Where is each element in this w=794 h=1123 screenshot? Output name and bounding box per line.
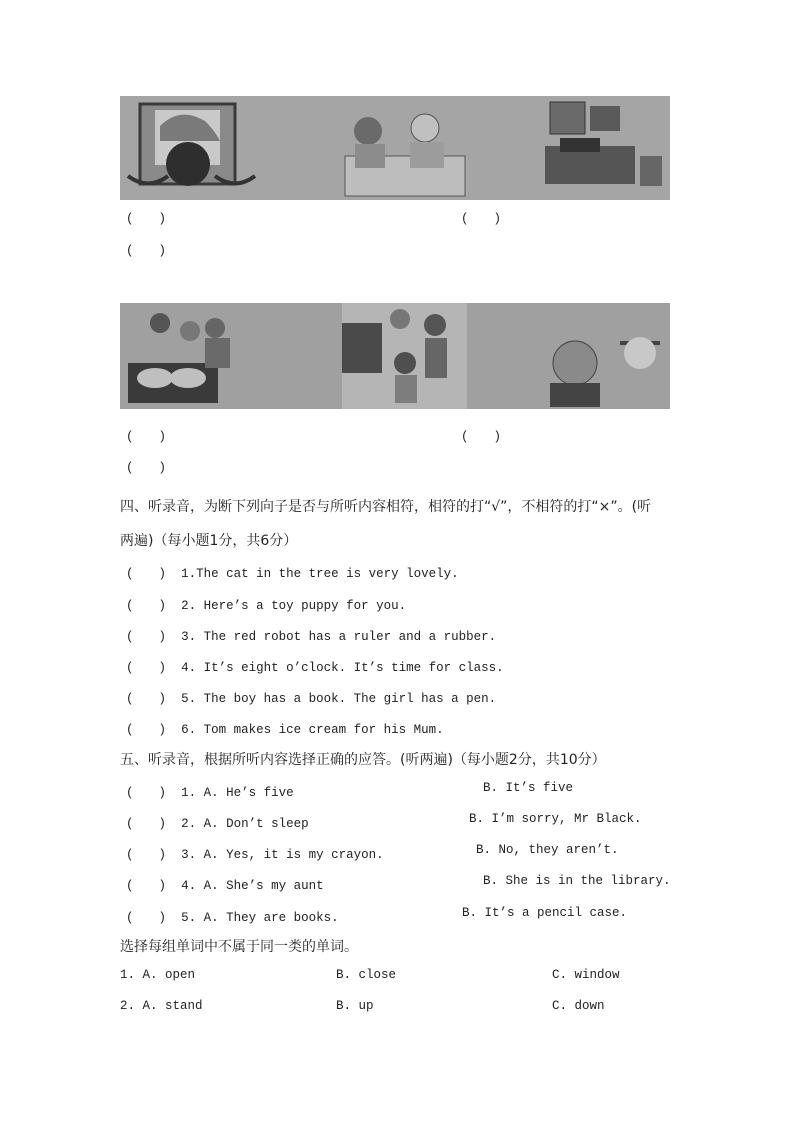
answer-blank[interactable]: ( ) [126,661,167,675]
picture-strip-2-drawing [120,303,670,409]
answer-blank[interactable]: ( ) [126,879,167,893]
option-b: B. She is in the library. [483,874,671,888]
answer-blank[interactable]: ( ) [126,723,167,737]
list-item [126,843,384,862]
word-option-a[interactable]: 2. A. stand [120,999,203,1013]
option-b: B. It’s five [483,781,574,795]
statement-text: 1.The cat in the tree is very lovely. [181,567,459,581]
answer-blank[interactable]: ( ) [126,848,167,862]
statement-text: 3. The red robot has a ruler and a rubber. [181,630,497,644]
option-b: B. It’s a pencil case. [462,906,628,920]
statement-text: 6. Tom makes ice cream for his Mum. [181,723,444,737]
list-item [126,812,309,831]
answer-blank[interactable]: ( ) [126,692,167,706]
list-item [126,656,504,675]
blank-1-2[interactable]: ( ) [461,212,502,226]
blank-2-1[interactable]: ( ) [126,430,167,444]
list-item [126,781,294,800]
list-item [126,562,459,581]
section4-heading-line2: 两遍)（每小题1分，共6分） [120,533,298,549]
picture-strip-2 [120,303,670,409]
statement-text: 2. Here’s a toy puppy for you. [181,599,407,613]
blank-2-3[interactable]: ( ) [126,461,167,475]
option-a: 1. A. He’s five [181,786,294,800]
word-option-b[interactable]: B. up [336,999,374,1013]
answer-blank[interactable]: ( ) [126,630,167,644]
section5-heading: 五、听录音，根据所听内容选择正确的应答。(听两遍)（每小题2分，共10分） [120,752,606,768]
option-b: B. I’m sorry, Mr Black. [469,812,642,826]
list-item [126,874,324,893]
option-b: B. No, they aren’t. [476,843,619,857]
blank-1-1[interactable]: ( ) [126,212,167,226]
option-a: 5. A. They are books. [181,911,339,925]
answer-blank[interactable]: ( ) [126,599,167,613]
section6-heading: 选择每组单词中不属于同一类的单词。 [120,939,358,955]
answer-blank[interactable]: ( ) [126,567,167,581]
option-a: 3. A. Yes, it is my crayon. [181,848,384,862]
option-a: 4. A. She’s my aunt [181,879,324,893]
picture-strip-1-drawing [120,96,670,200]
word-option-a[interactable]: 1. A. open [120,968,196,982]
answer-blank[interactable]: ( ) [126,911,167,925]
list-item [126,718,444,737]
option-a: 2. A. Don’t sleep [181,817,309,831]
statement-text: 5. The boy has a book. The girl has a pen. [181,692,497,706]
picture-strip-1 [120,96,670,200]
list-item [126,594,406,613]
list-item [126,687,496,706]
blank-2-2[interactable]: ( ) [461,430,502,444]
list-item [126,625,496,644]
word-option-b[interactable]: B. close [336,968,397,982]
answer-blank[interactable]: ( ) [126,786,167,800]
word-option-c[interactable]: C. down [552,999,605,1013]
word-option-c[interactable]: C. window [552,968,620,982]
list-item [126,906,339,925]
answer-blank[interactable]: ( ) [126,817,167,831]
statement-text: 4. It’s eight o’clock. It’s time for class. [181,661,504,675]
section4-heading-line1: 四、听录音，为断下列向子是否与所听内容相符，相符的打“√”，不相符的打“×”。(听 [120,499,652,515]
blank-1-3[interactable]: ( ) [126,244,167,258]
